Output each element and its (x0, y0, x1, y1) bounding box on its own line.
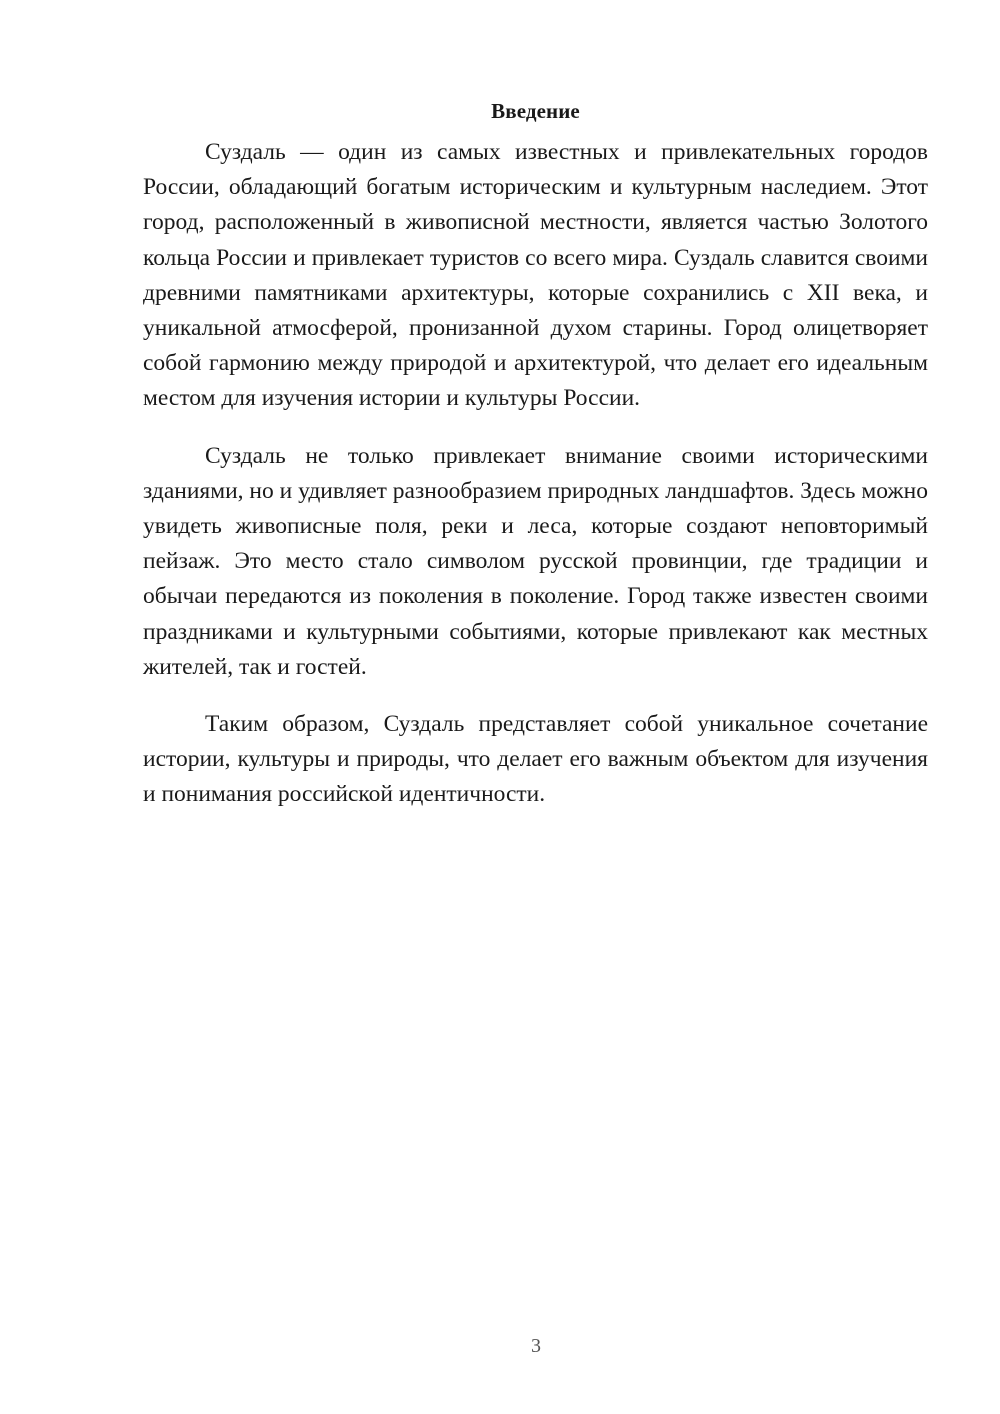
section-heading: Введение (491, 99, 580, 123)
page-content (143, 96, 928, 835)
paragraph-3: Таким образом, Суздаль представляет собой уникальное сочетание истории, культуры и природы, что делает его важным объектом для изучения и понимания российской идентичности. (143, 711, 928, 808)
paragraph-2: Суздаль не только привлекает внимание своими историческими зданиями, но и удивляет разнообразием природных ландшафтов. Здесь можно увидеть живописные поля, реки и леса, которые создают неповторимый пейзаж. Это место стало символом русской провинции, где традиции и обычаи передаются из поколения в поколение. Город также известен своими праздниками и культурными событиями, которые привлекают как местных жителей, так и гостей. (143, 442, 928, 680)
paragraph-1: Суздаль — один из самых известных и привлекательных городов России, обладающий богатым историческим и культурным наследием. Этот город, расположенный в живописной местности, является частью Золотого кольца России и привлекает туристов со всего мира. Суздаль славится своими древними памятниками архитектуры, которые сохранились с XII века, и уникальной атмосферой, пронизанной духом старины. Город олицетворяет собой гармонию между природой и архитектурой, что делает его идеальным местом для изучения истории и культуры России. (143, 139, 928, 412)
page-number: 3 (531, 1335, 541, 1357)
